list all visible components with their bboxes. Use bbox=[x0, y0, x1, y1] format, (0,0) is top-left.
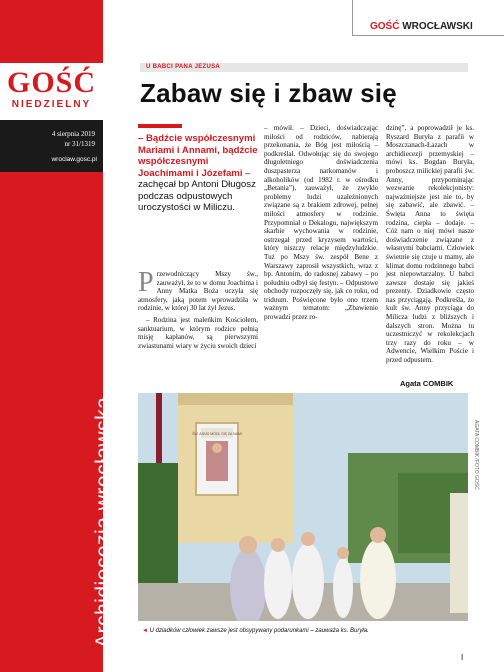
lead-accent-bar bbox=[138, 124, 182, 128]
column-3 bbox=[386, 124, 474, 365]
column-1-paragraph-1: rzewodniczący Mszy św., zauważył, że to w domu Joachima i Anny Matka Boża uczyła się atmosfery, jaką potem wprowadziła w rodzinie, w której 30 lat żył Jezus. bbox=[138, 270, 258, 313]
header-brand bbox=[370, 21, 473, 32]
column-2 bbox=[264, 124, 378, 322]
website-link[interactable]: wroclaw.gosc.pl bbox=[51, 156, 97, 163]
lead-bold: – Bądźcie współczesnymi Mariami i Annami, bądźcie współczesnymi Joachimami i Józefami bbox=[138, 133, 258, 179]
issue-number: nr 31/1319 bbox=[64, 140, 95, 148]
column-1-paragraph-2: – Rodzina jest maleńkim Kościołem, sanktuarium, w którym rodzice pełnią misję kapłanów, są pierwszymi zwiastunami wiary w życiu swoich dzieci bbox=[138, 315, 258, 350]
page-number: I bbox=[461, 653, 464, 662]
kicker-label: U BABCI PANA JEZUSA bbox=[146, 64, 221, 70]
issue-date: 4 sierpnia 2019 bbox=[51, 130, 95, 138]
author-signature: Agata COMBIK bbox=[400, 379, 454, 388]
vertical-section-title: Archidiecezja wrocławska bbox=[92, 396, 115, 648]
lead-rest: – zachęcał bp Antoni Długosz podczas odpustowych uroczystości w Miliczu. bbox=[138, 167, 256, 213]
caption-text: U dziadków człowiek zawsze jest obsypywany podarunkami – zauważa ks. Buryła. bbox=[149, 628, 369, 634]
column-3-text: dzinę”, a poprowadził je ks. Ryszard Buryła z parafii w Moszczanach-Łazach w archidiecezji przemyskiej – mówi ks. Bogdan Buryła, proboszcz milickiej parafii św. Anny, przypominając wezwanie rekolekcjonisty: najważniejsze jest nie to, by się zabawić, ale zbawić. – Święta Anna to święta rodzina, ciepła – dodaje. – Cóż nam o niej mówi nasze doświadczenie związane z własnymi babciami. Człowiek świetnie się czuje u mamy, ale klimat domu rodzinnego babci jest niepowtarzalny. U babci zawsze dostaje się jakieś prezenty. Dziadkowie często nas przyciągają. Podkreśla, że kult św. Anny przyciąga do Milicza ludzi z bliższych i dalszych stron. Można tu uczestniczyć w rekolekcjach trzy razy do roku – w Adwencie, Wielkim Poście i przed odpustem. bbox=[386, 124, 474, 365]
column-1 bbox=[138, 267, 258, 350]
article-title: Zabaw się i zbaw się bbox=[140, 78, 397, 108]
banner-text: ŚW. ANNO MÓDL SIĘ ZA NAMI bbox=[192, 432, 242, 436]
article-lead bbox=[138, 133, 260, 214]
article-photo bbox=[138, 393, 468, 621]
procession-photo bbox=[138, 393, 468, 621]
photo-credit: AGATA COMBIK /FOTO GOŚĆ bbox=[473, 420, 479, 490]
column-2-text: – mówił. – Dzieci, doświadczając miłości od rodziców, nabierają przekonania, że Bóg jest miłością – podkreślał. Odwołując się do swojego długoletniego doświadczenia duszpasterza narkomanów i alkoholików (od 1982 r. w ośrodku „Betania”), zauważył, że zwykle problemy ludzi uzależnionych związane są z brakiem zdrowej, pełnej miłości atmosfery w rodzinie. Przypomniał o Dekalogu, największym skarbie wychowania w rodzinie, ostrzegał przed kryzysem wartości, który niszczy relacje międzyludzkie. Tuż po Mszy św. zespół Bene z Warszawy zaprosił wszystkich, wraz z bp. Antonim, do radosnej zabawy – po południu odbył się festyn. – Odpustowe obchody rozpoczęły się, jak co roku, od triduum. Poświęcone było ono trzem ważnym tematom: „Zbawienie prowadzi przez ro- bbox=[264, 124, 378, 322]
brand-red: GOŚĆ bbox=[370, 21, 400, 32]
sidebar bbox=[0, 0, 115, 672]
logo-sub-text: NIEDZIELNY bbox=[11, 99, 92, 110]
brand-dark: WROCŁAWSKI bbox=[402, 21, 473, 32]
photo-caption bbox=[142, 628, 472, 634]
red-triangle-left-icon: ◄ bbox=[142, 628, 148, 634]
logo-main-text: GOŚĆ bbox=[6, 66, 97, 99]
dropcap: P bbox=[138, 267, 154, 298]
gosc-niedzielny-logo[interactable] bbox=[0, 63, 103, 120]
